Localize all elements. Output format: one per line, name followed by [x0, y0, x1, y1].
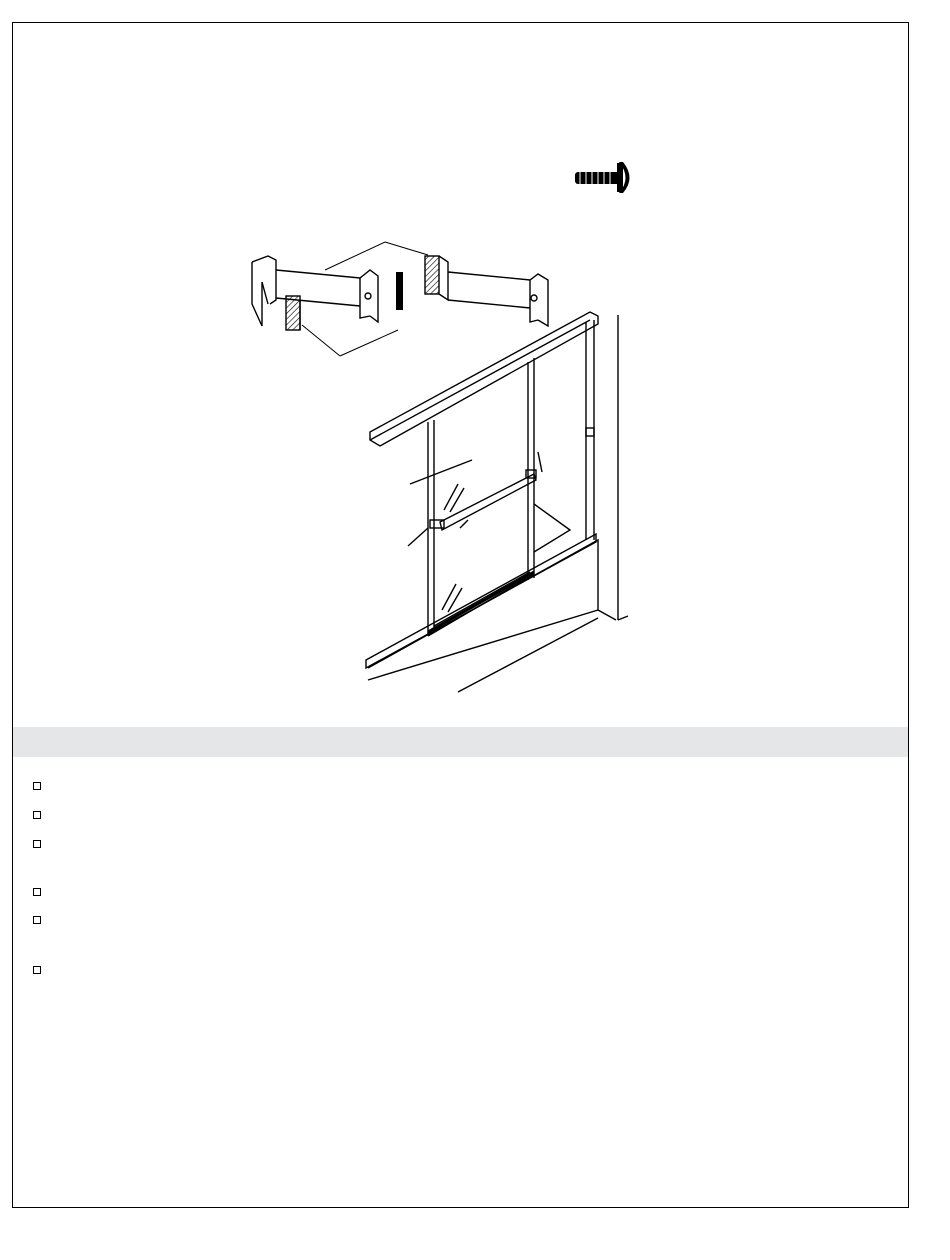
checkbox[interactable] — [33, 782, 41, 790]
shower-door-icon — [366, 312, 628, 692]
callout-lines — [302, 242, 428, 356]
screw-icon — [575, 162, 630, 193]
bracket-clip-icon — [252, 256, 378, 330]
section-band — [13, 727, 908, 757]
checkbox[interactable] — [33, 811, 41, 819]
checkbox[interactable] — [33, 888, 41, 896]
checkbox[interactable] — [33, 966, 41, 974]
checkbox[interactable] — [33, 916, 41, 924]
checkbox[interactable] — [33, 840, 41, 848]
separator-strip — [396, 272, 403, 310]
bracket-clip-icon — [425, 256, 548, 326]
